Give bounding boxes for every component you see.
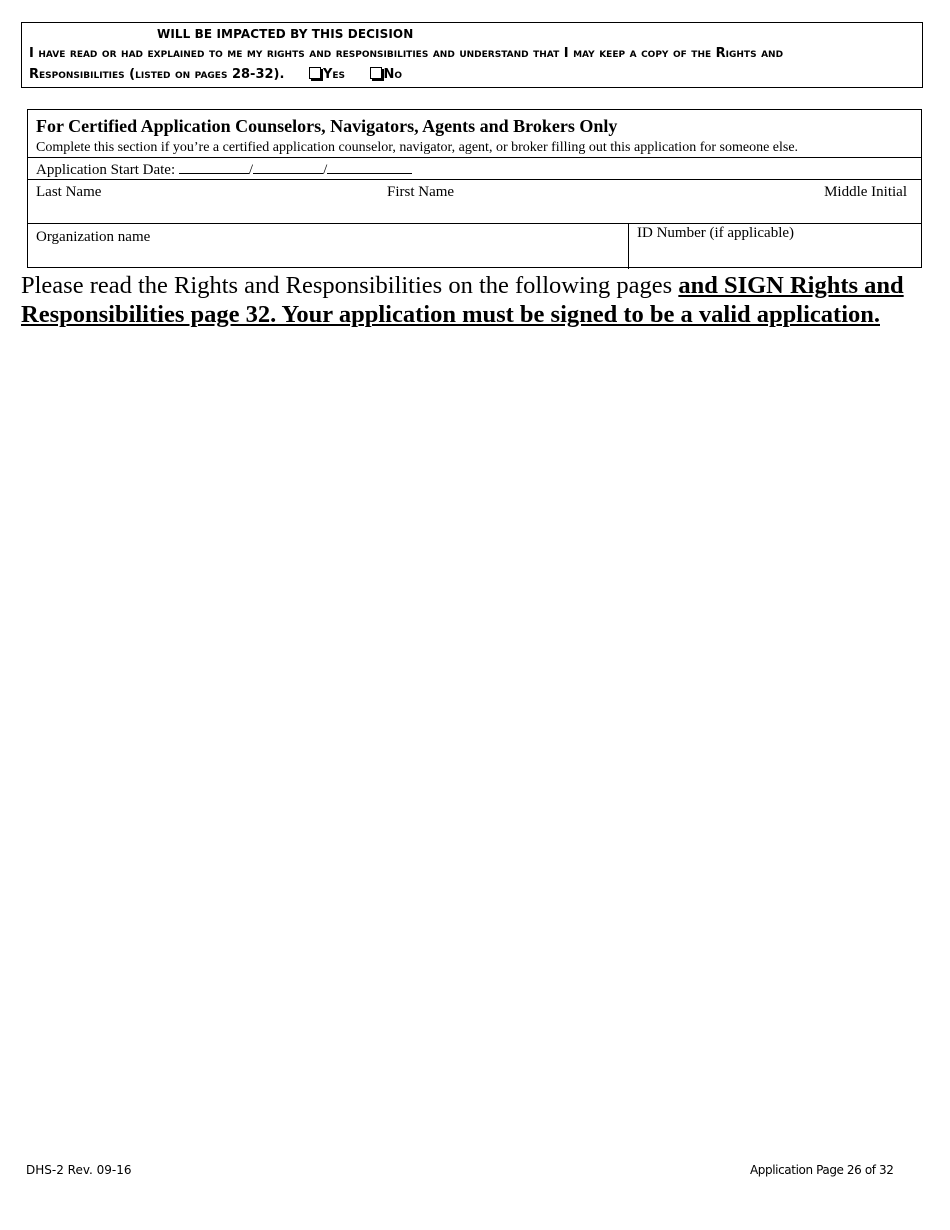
id-number-label: ID Number (if applicable) [637, 225, 795, 241]
acknowledgement-text: I have read or had explained to me my rights and responsibilities and understand that I may keep a copy of the Rights and [29, 46, 784, 61]
section-header [28, 110, 921, 158]
signature-notice-text: Please read the Rights and Responsibilities on the following pages [21, 272, 679, 299]
rights-acknowledgement-box [21, 22, 923, 88]
organization-name-label: Organization name [36, 229, 151, 245]
section-instructions: Complete this section if you’re a certified application counselor, navigator, agent, or broker filling out this application for someone else. [36, 140, 799, 155]
name-row[interactable] [28, 180, 921, 224]
date-separator: / [323, 162, 328, 178]
section-title: For Certified Application Counselors, Navigators, Agents and Brokers Only [36, 116, 618, 136]
organization-row[interactable] [28, 224, 921, 269]
yes-checkbox-label: Yes [322, 67, 345, 82]
signature-notice [21, 271, 926, 329]
start-date-field [36, 160, 412, 179]
start-date-year-input[interactable] [327, 160, 412, 174]
last-name-label: Last Name [36, 184, 102, 200]
no-checkbox-label: No [383, 67, 403, 82]
start-date-label: Application Start Date: [36, 162, 176, 178]
first-name-label: First Name [387, 184, 455, 200]
acknowledgement-text-continued [29, 67, 402, 82]
signature-notice-emphasis: and SIGN Rights and Responsibilities page 32. Your application must be signed to be a valid application. [21, 272, 904, 328]
start-date-day-input[interactable] [253, 160, 323, 174]
middle-initial-label: Middle Initial [824, 184, 907, 200]
page-number: Application Page 26 of 32 [750, 1163, 894, 1177]
impact-statement: WILL BE IMPACTED BY THIS DECISION [157, 27, 414, 41]
certified-counselor-section [27, 109, 922, 268]
start-date-month-input[interactable] [179, 160, 249, 174]
acknowledgement-pages-text: Responsibilities (listed on pages 28-32). [29, 67, 285, 82]
yes-checkbox[interactable] [309, 67, 321, 79]
form-revision: DHS-2 Rev. 09-16 [26, 1163, 132, 1177]
no-checkbox[interactable] [370, 67, 382, 79]
column-divider [628, 224, 629, 269]
date-separator: / [248, 162, 254, 178]
start-date-row [28, 158, 921, 180]
